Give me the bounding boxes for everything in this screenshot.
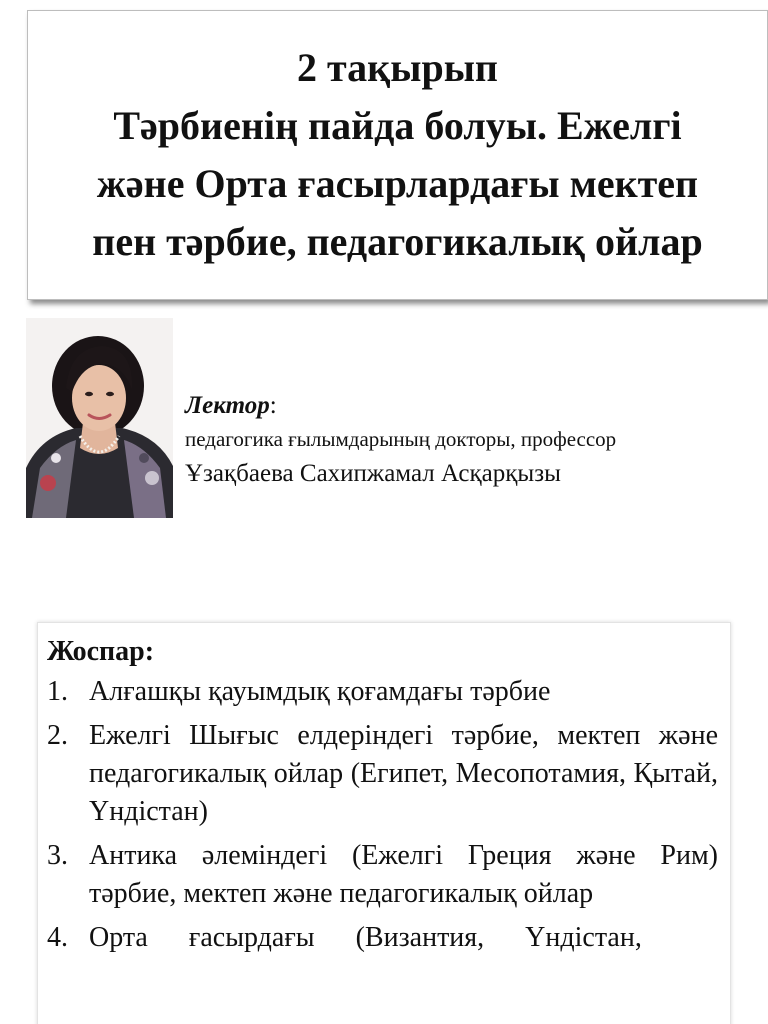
- plan-list: [47, 673, 718, 957]
- lecturer-photo: [26, 318, 173, 518]
- topic-title-line-2: және Орта ғасырлардағы мектеп: [96, 161, 699, 206]
- lecturer-label: [185, 388, 768, 424]
- topic-number: 2 тақырып: [297, 45, 498, 90]
- lecturer-label-text: Лектор: [185, 392, 270, 419]
- plan-item-number: 1.: [47, 676, 68, 707]
- plan-item-text: Алғашқы қауымдық қоғамдағы тәрбие: [89, 676, 551, 707]
- topic-title-line-3: пен тәрбие, педагогикалық ойлар: [92, 219, 703, 264]
- topic-title-line-1: Тәрбиенің пайда болуы. Ежелгі: [113, 103, 682, 148]
- plan-item-text: Орта ғасырдағы (Византия, Үндістан,: [89, 922, 642, 953]
- plan-item: [47, 673, 718, 711]
- plan-item: [47, 919, 718, 957]
- plan-heading: Жоспар:: [47, 636, 155, 667]
- plan-box: [37, 622, 731, 1024]
- title-box: [27, 10, 768, 300]
- plan-item-number: 3.: [47, 840, 68, 871]
- plan-item: [47, 837, 718, 913]
- lecturer-degree: педагогика ғылымдарының докторы, профессор: [185, 427, 617, 451]
- lecturer-portrait-illustration: [26, 318, 173, 518]
- plan-item-number: 4.: [47, 922, 68, 953]
- plan-item-text: Ежелгі Шығыс елдеріндегі тәрбие, мектеп және педагогикалық ойлар (Египет, Месопотамия, Қытай, Үндістан): [89, 720, 718, 827]
- lecturer-info: [185, 388, 768, 494]
- plan-item-number: 2.: [47, 720, 68, 751]
- lecturer-label-colon: :: [269, 392, 277, 419]
- lecturer-name: Ұзақбаева Сахипжамал Асқарқызы: [185, 460, 561, 487]
- plan-item-text: Антика әлеміндегі (Ежелгі Греция және Рим) тәрбие, мектеп және педагогикалық ойлар: [89, 840, 718, 909]
- plan-item: [47, 717, 718, 831]
